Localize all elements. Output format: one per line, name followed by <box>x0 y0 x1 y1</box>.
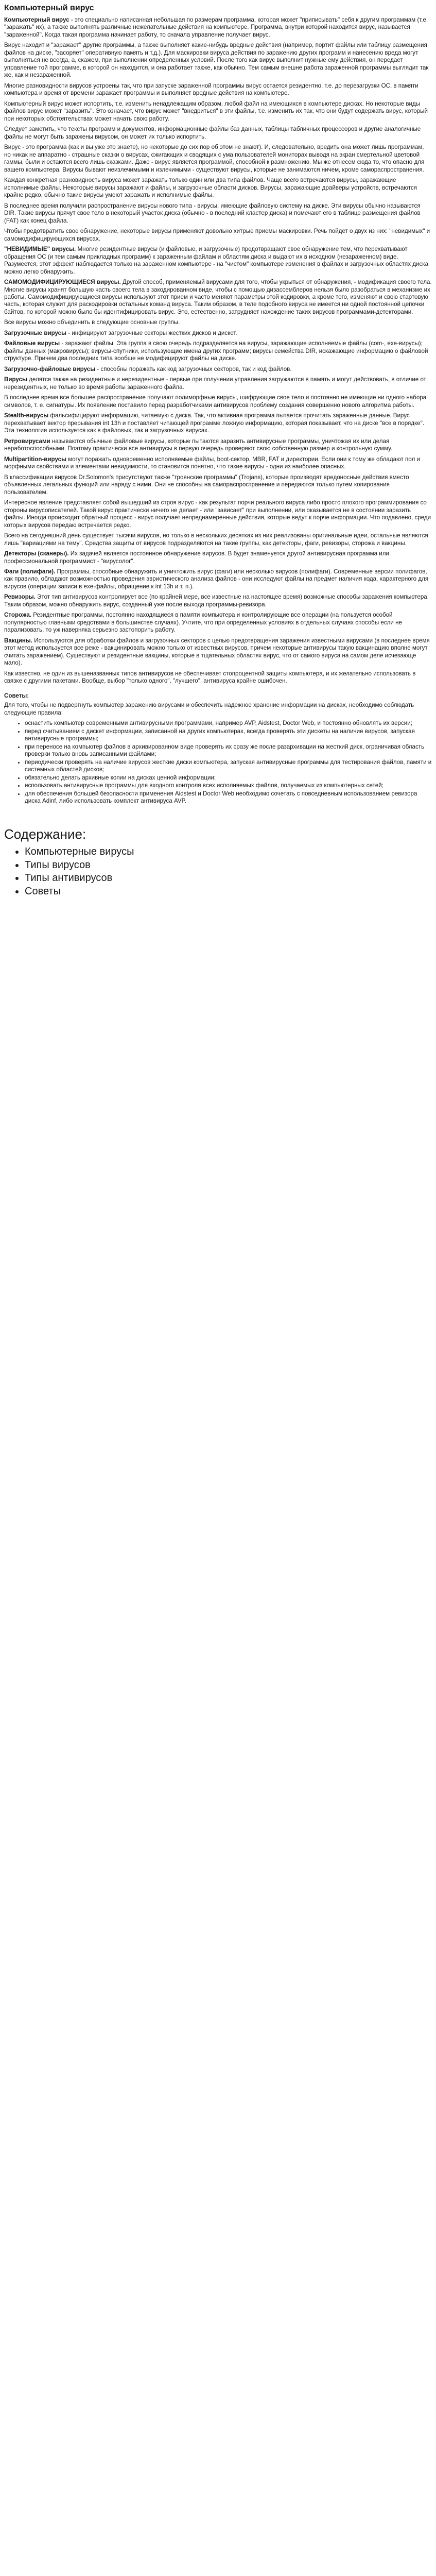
paragraph <box>4 637 432 667</box>
advice-item: • периодически проверять на наличие вирусов жесткие диски компьютера, запуская антивирусные программы для тестирования файлов, памяти и системных областей дисков; <box>25 759 432 774</box>
paragraph <box>4 246 432 276</box>
paragraph-lead: Загрузочные вирусы <box>4 329 67 336</box>
paragraph <box>4 412 432 434</box>
paragraph <box>4 499 432 529</box>
paragraph-lead: "НЕВИДИМЫЕ" вирусы. <box>4 246 76 253</box>
paragraph <box>4 16 432 39</box>
paragraph-text: Программы, способные обнаружить и уничтожить вирус (фаги) или несколько вирусов (полифаги). Современные версии полифагов, как правило, обладают возможностью проведения эвристического анализа файлов - они исследуют файлы на предмет наличия кода, характерного для вирусов (операции записи в exe-файлы, обращение к int 13h и т. п.). <box>4 568 429 590</box>
advice-intro: Для того, чтобы не подвергнуть компьютер заражению вирусами и обеспечить надежное хранение информации на дисках, необходимо соблюдать следующие правила: <box>4 702 414 716</box>
paragraph-lead: Компьютерный вирус <box>4 16 69 23</box>
paragraph-text: Резидентные программы, постоянно находящиеся в памяти компьютера и контролирующие все операции (на пользуется особой популярностью главными средствами в большинстве случаях). Учтите, что при определенных условиях в отдельных случаях способы если не парализовать, то уж наверняка серьезно застопорить работу. <box>4 612 402 634</box>
paragraph-lead: Multipartition-вирусы <box>4 455 66 463</box>
paragraph-text: Каждая конкретная разновидность вируса может заражать только один или два типа файлов. Чаще всего встречаются вирусы, заражающие исполнимые файлы. Некоторые вирусы заражают и файлы, и загрузочные области дисков. Вирусы, заражающие драйверы устройств, встречаются крайне редко, обычно такие вирусы умеют заражать и исполнимые файлы. <box>4 177 417 199</box>
article-text <box>4 16 432 685</box>
paragraph-text: фальсифицируют информацию, читаемую с диска. Так, что активная программа пытается прочитать зараженные данные. Вирус перехватывает вектор прерывания int 13h и поставляет читающей программе ложную информацию, которая показывает, что на диске "все в порядке". Эта технология используется как в файловых, так и загрузочных вирусах. <box>4 412 425 434</box>
paragraph <box>4 438 432 453</box>
paragraph-lead: САМОМОДИФИЦИРУЮЩИЕСЯ вирусы. <box>4 279 121 286</box>
paragraph-text: В классификации вирусов Dr.Solomon's присутствуют также "троянские программы" (Trojans), которые производят вредоносные действия вместо объявленных легальных функций или наряду с ними. Они не способны на самораспространение и передаются только путем копирования пользователем. <box>4 473 409 496</box>
paragraph-lead: Вакцины. <box>4 637 33 644</box>
document-body <box>0 0 436 902</box>
paragraph <box>4 340 432 362</box>
paragraph <box>4 594 432 608</box>
paragraph-text: Вирус - это программа (как и вы уже это знаете), но некоторые до сих пор об этом не знают). И, следовательно, вредить она может лишь программам, но никак не аппаратно - страшные сказки о вирусах, сжигающих и сводящих с ума пользователей мониторах выводя на экран смертельной цветовой гаммы, были и остаются всего лишь сказками. Даже - вирус является программой, способной к размножению. Мы же отнесем сюда то, что опасно для вашего компьютера. Вирусы бывают неизлечимыми и излечимыми - существуют вирусы, которые не занимаются ничем, кроме самораспространения. <box>4 144 425 173</box>
paragraph-lead: Вирусы <box>4 376 27 383</box>
paragraph-text: Вирус находит и "заражает" другие программы, а также выполняет какие-нибудь вредные действия (например, портит файлы или таблицу размещения файлов на диске, "засоряет" оперативную память и т.д.). Для маскировки вируса действия по заражению других программ и нанесению вреда могут выполняться не всегда, а, скажем, при выполнении определенных условий. После того как вирус выполнит нужные ему действия, он передает управление той программе, в которой он находится, и она работает также, как обычно. Тем самым внешне работа зараженной программы выглядит так же, как и незараженной. <box>4 42 429 79</box>
paragraph <box>4 42 432 79</box>
paragraph-lead: Фаги (полифаги). <box>4 568 56 575</box>
paragraph-text: Компьютерный вирус может испортить, т.е. изменить ненадлежащим образом, любой файл на имеющихся в компьютере дисках. Но некоторые виды файлов вирус может "заразить". Это означает, что вирус может "внедриться" в эти файлы, т.е. изменить их так, что они будут содержать вирус, который при некоторых обстоятельствах может начать свою работу. <box>4 100 428 122</box>
paragraph-text: Многие разновидности вирусов устроены так, что при запуске зараженной программы вирус остается резидентно, т.е. до перезагрузки ОС, в памяти компьютера и время от времени заражает программы и выполняет вредные действия на компьютере. <box>4 82 418 97</box>
paragraph-text: могут поражать одновременно исполняемые файлы, boot-сектор, MBR, FAT и директории. Если они к тому же обладают пол и морфными свойствами и элементами невидимости, то становится понятно, что такие вирусы - одни из наиболее опасных. <box>4 455 420 470</box>
paragraph <box>4 394 432 409</box>
paragraph <box>4 568 432 590</box>
paragraph-text: - заражают файлы. Эта группа в свою очередь подразделяется на вирусы, заражающие исполняемые файлы (com-, exe-вирусы); файлы данных (макровирусы); вирусы-спутники, использующие имена других программ; вирусы семейства DIR, искажающие информацию о файловой структуре. Причем два последних типа вообще не модифицируют файлы на диске. <box>4 340 428 362</box>
advice-list <box>4 720 432 805</box>
paragraph-text: Всего на сегодняшний день существует тысячи вирусов, но только в нескольких десятках из них реализованы оригинальные идеи, остальные являются лишь "вариациями на тему". Средства защиты от вирусов подразделяются на такие группы, как детекторы, фаги, ревизоры, сторожа и вакцины. <box>4 532 428 547</box>
toc-item[interactable]: • Компьютерные вирусы <box>25 845 432 859</box>
advice-item: • использовать антивирусные программы для входного контроля всех исполняемых файлов, получаемых из компьютерных сетей; <box>25 782 432 789</box>
toc-item[interactable]: • Типы вирусов <box>25 859 432 872</box>
paragraph-text: делятся также на резидентные и нерезидентные - первые при получении управления загружаются в память и могут действовать, в отличие от нерезидентных, не только во время работы зараженного файла. <box>4 376 426 391</box>
paragraph <box>4 126 432 141</box>
paragraph-text: Используются для обработки файлов и загрузочных секторов с целью предотвращения заражения известными вирусами (в последнее время этот метод используется все реже - вакцинировать можно только от известных вирусов, причем некоторые антивирусы такую вакцинацию вполне могут считать заражением). Существуют и резидентные вакцины, которые в тщательных областях вирус, что от самого вируса на самом деле исчезающе мало). <box>4 637 430 667</box>
toc-title: Содержание: <box>4 826 86 842</box>
paragraph-text: Как известно, не один из вышеназванных типов антивирусов не обеспечивает стопроцентной защиты компьютера, и их желательно использовать в связке с другими пакетами. Вообще, выбор "только одного", "лучшего", антивируса крайне ошибочен. <box>4 670 416 685</box>
toc-list <box>4 845 432 898</box>
paragraph <box>4 330 432 337</box>
paragraph <box>4 532 432 547</box>
advice-item: • перед считыванием с дискет информации, записанной на других компьютерах, всегда проверять эти дискеты на наличие вирусов, запуская антивирусные программы; <box>25 728 432 743</box>
advice-title: Советы: <box>4 692 29 699</box>
paragraph <box>4 366 432 373</box>
paragraph-lead: Загрузочно-файловые вирусы <box>4 365 96 372</box>
paragraph <box>4 82 432 97</box>
advice-item: • для обеспечения большей безопасности применения Aidstest и Doctor Web необходимо сочетать с повседневным использованием ревизора диска Adinf, либо использовать комплект антивируса AVP. <box>25 790 432 805</box>
paragraph <box>4 279 432 316</box>
paragraph-text: - это специально написанная небольшая по размерам программа, которая может "приписывать" себя к другим программам (т.е. "заражать" их), а также выполнять различные нежелательные действия на компьютере. Программа, внутри которой находится вирус, называется "зараженной". Когда такая программа начинает работу, то сначала управление получает вирус. <box>4 16 428 38</box>
advice-item: • при переносе на компьютер файлов в архивированном виде проверять их сразу же после разархивации на жесткий диск, ограничивая область проверки только вновь записанными файлами; <box>25 743 432 758</box>
page-title: Компьютерный вирус <box>4 4 94 12</box>
paragraph <box>4 202 432 225</box>
paragraph-lead: Файловые вирусы <box>4 340 60 347</box>
paragraph <box>4 144 432 174</box>
paragraph-text: Чтобы предотвратить свое обнаружение, некоторые вирусы применяют довольно хитрые приемы маскировки. Речь пойдет о двух из них: "невидимых" и самомодифицирующихся вирусах. <box>4 228 430 242</box>
paragraph <box>4 100 432 123</box>
paragraph-text: Все вирусы можно объединить в следующие основные группы. <box>4 319 180 326</box>
paragraph <box>4 376 432 391</box>
paragraph <box>4 456 432 471</box>
toc-item[interactable]: • Типы антивирусов <box>25 872 432 885</box>
paragraph-text: Другой способ, применяемый вирусами для того, чтобы укрыться от обнаружения, - модификация своего тела. Многие вирусы хранят большую часть своего тела в закодированном виде, чтобы с помощью дизассемблеров нельзя было разобраться в механизме их работы. Самомодифицирующиеся вирусы используют этот прием и часто меняют параметры этой кодировки, а кроме того, изменяют и свою стартовую часть, которая служит для раскодировки остальных команд вируса. Таким образом, в теле подобного вируса не имеется ни одной постоянной цепочки байтов, по которой можно было бы идентифицировать вирус. Это, естественно, затрудняет нахождение таких вирусов программами-детекторами. <box>4 279 432 315</box>
paragraph-text: Следует заметить, что тексты программ и документов, информационные файлы баз данных, таблицы табличных процессоров и другие аналогичные файлы не могут быть заражены вирусом, он может их только испортить. <box>4 126 421 140</box>
advice-item: • оснастить компьютер современными антивирусными программами, например AVP, Aidstest, Doctor Web, и постоянно обновлять их версии; <box>25 720 432 727</box>
paragraph-text: В последнее время получили распространение вирусы нового типа - вирусы, имеющие файловую систему на диске. Эти вирусы обычно называются DIR. Такие вирусы прячут свое тело в некоторый участок диска (обычно - в последний кластер диска) и помечают его в таблице размещения файлов (FAT) как конец файла. <box>4 202 421 224</box>
paragraph-lead: Ревизоры. <box>4 594 36 601</box>
paragraph-lead: Детекторы (сканеры). <box>4 550 69 557</box>
paragraph-text: называются обычные файловые вирусы, которые пытаются заразить антивирусные программы, уничтожая их или делая неработоспособными. Поэтому практически все антивирусы в первую очередь проверяют свою собственную размер и контрольную сумму. <box>4 437 392 452</box>
paragraph-text: Многие резидентные вирусы (и файловые, и загрузочные) предотвращают свое обнаружение тем, что перехватывают обращения ОС (и тем самым прикладных программ) к зараженным файлам и областям диска и выдают их в исходном (незараженном) виде. Разумеется, этот эффект наблюдается только на зараженном компьютере - на "чистом" компьютере изменения в файлах и загрузочных областях диска можно легко обнаружить. <box>4 246 429 275</box>
paragraph <box>4 177 432 199</box>
paragraph-text: - инфицируют загрузочные секторы жестких дисков и дискет. <box>66 329 237 336</box>
paragraph <box>4 319 432 326</box>
paragraph <box>4 474 432 496</box>
paragraph-text: Этот тип антивирусов контролирует все (по крайней мере, все известные на настоящее время) возможные способы заражения компьютера. Таким образом, можно обнаружить вирус, созданный уже после выхода программы-ревизора. <box>4 594 429 608</box>
paragraph-lead: Ретровирусами <box>4 437 50 445</box>
toc-item[interactable]: • Советы <box>25 885 432 899</box>
advice-item: • обязательно делать архивные копии на дисках ценной информации; <box>25 774 432 782</box>
paragraph <box>4 612 432 634</box>
paragraph-text: В последнее время все большее распространение получают полиморфные вирусы, шифрующие свое тело и постоянно не имеющие ни одного набора символов, т. е. сигнатуры. Их появление поставило перед разработчиками антивирусов проблему создания совершенно нового алгоритма работы. <box>4 394 427 409</box>
paragraph-text: Интересное явление представляет собой вышедший из строя вирус - как результат порчи реального вируса либо просто плохого программирования со стороны вирусописателей. Такой вирус практически ничего не делает - или "зависает" при выполнении, или оказывается не в состоянии заразить файлы. Иногда происходит обратный процесс - вирус получает непреднамеренные действия, которые ведут к порче информации. Что подавлено, среди которых вирусов передаю встречается редко. <box>4 499 431 529</box>
paragraph <box>4 550 432 565</box>
paragraph <box>4 670 432 685</box>
paragraph-text: Их задачей является постоянное обнаружение вирусов. В будет знаменуется другой антивирусная программа или профессиональной программист - "вирусолог". <box>4 550 389 565</box>
paragraph-lead: Stealth-вирусы <box>4 412 49 419</box>
paragraph-lead: Сторожа. <box>4 612 32 619</box>
paragraph <box>4 228 432 243</box>
paragraph-text: - способны поражать как код загрузочных секторов, так и код файлов. <box>95 365 292 372</box>
